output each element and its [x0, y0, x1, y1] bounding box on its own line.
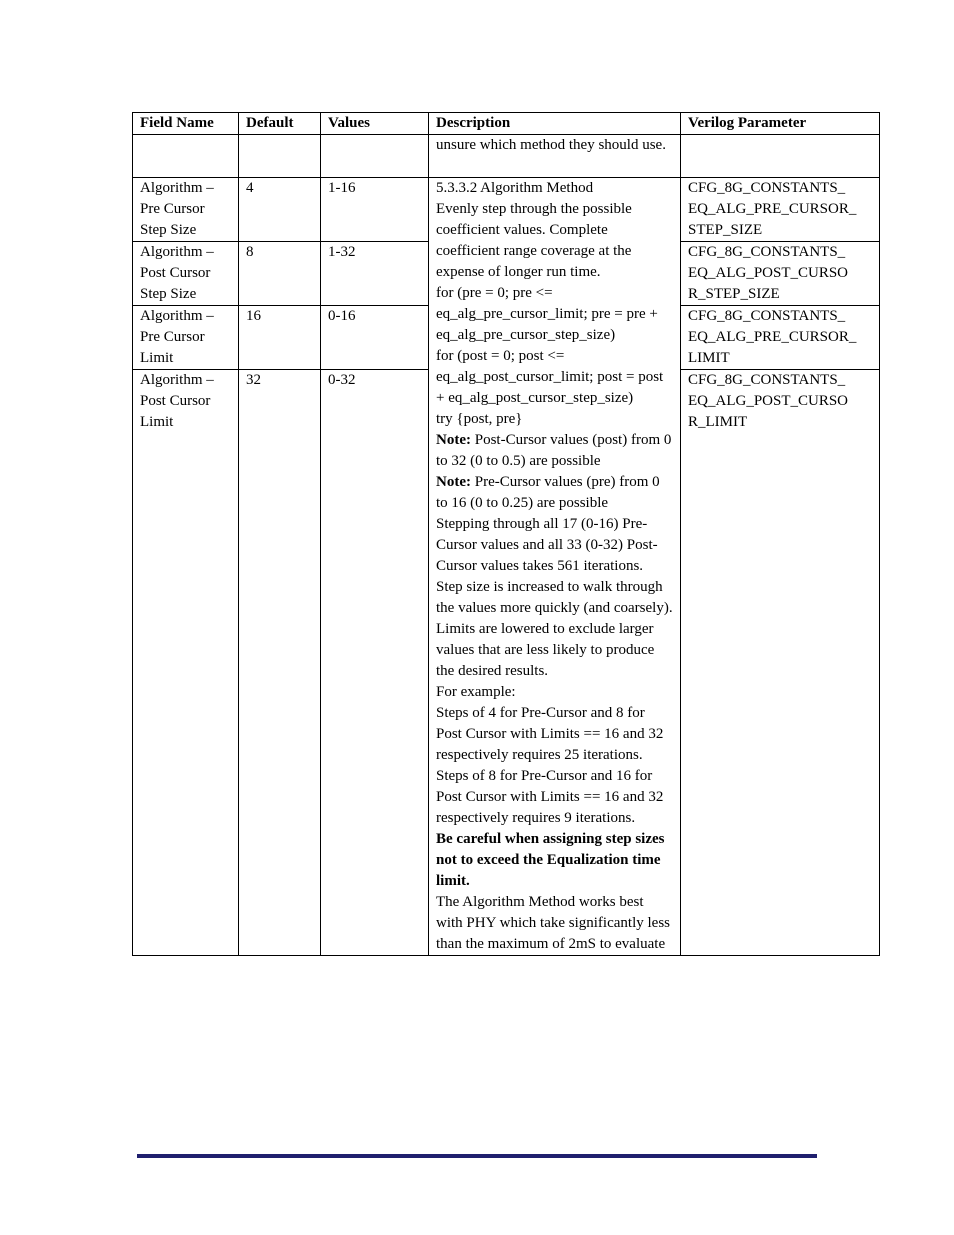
note-text: Pre-Cursor values (pre) from 0 to 16 (0 to 0.25) are possible: [436, 474, 660, 511]
header-default: Default: [239, 113, 321, 135]
section-heading: 5.3.3.2 Algorithm Method: [436, 180, 594, 196]
pseudocode-pre-loop: for (pre = 0; pre <= eq_alg_pre_cursor_limit; pre = pre + eq_alg_pre_cursor_step_size): [436, 285, 658, 343]
footer-rule: [137, 1154, 817, 1158]
note-label: Note:: [436, 432, 471, 448]
table-row: [133, 178, 880, 242]
note-label: Note:: [436, 474, 471, 490]
parameter-table: [132, 112, 880, 956]
values-cell: 0-32: [321, 370, 429, 956]
note-post-cursor: [436, 430, 673, 472]
header-description: Description: [429, 113, 681, 135]
field-name-cell: Algorithm – Pre Cursor Limit: [133, 306, 239, 370]
verilog-parameter-cell: CFG_8G_CONSTANTS_ EQ_ALG_PRE_CURSOR_ LIMIT: [681, 306, 880, 370]
pseudocode-post-loop: for (post = 0; post <= eq_alg_post_cursor_limit; post = post + eq_alg_post_cursor_step_size): [436, 348, 664, 406]
description-text: Evenly step through the possible coefficient values. Complete coefficient range coverage at the expense of longer run time.: [436, 201, 632, 280]
verilog-parameter-cell: CFG_8G_CONSTANTS_ EQ_ALG_POST_CURSO R_LIMIT: [681, 370, 880, 956]
example-text: Steps of 4 for Pre-Cursor and 8 for Post Cursor with Limits == 16 and 32 respectively requires 25 iterations.: [436, 705, 664, 763]
example-text: Steps of 8 for Pre-Cursor and 16 for Post Cursor with Limits == 16 and 32 respectively requires 9 iterations.: [436, 768, 664, 826]
empty-cell: [321, 135, 429, 178]
header-field-name: Field Name: [133, 113, 239, 135]
header-verilog-parameter: Verilog Parameter: [681, 113, 880, 135]
default-cell: 32: [239, 370, 321, 956]
table-row: [133, 135, 880, 178]
default-cell: 16: [239, 306, 321, 370]
table-header-row: [133, 113, 880, 135]
field-name-cell: Algorithm – Post Cursor Step Size: [133, 242, 239, 306]
values-cell: 1-16: [321, 178, 429, 242]
empty-cell: [239, 135, 321, 178]
description-text: For example:: [436, 684, 516, 700]
field-name-cell: Algorithm – Post Cursor Limit: [133, 370, 239, 956]
values-cell: 0-16: [321, 306, 429, 370]
field-name-cell: Algorithm – Pre Cursor Step Size: [133, 178, 239, 242]
values-cell: 1-32: [321, 242, 429, 306]
verilog-parameter-cell: CFG_8G_CONSTANTS_ EQ_ALG_POST_CURSO R_STEP_SIZE: [681, 242, 880, 306]
pseudocode-try: try {post, pre}: [436, 411, 523, 427]
default-cell: 8: [239, 242, 321, 306]
verilog-parameter-cell: CFG_8G_CONSTANTS_ EQ_ALG_PRE_CURSOR_ STEP_SIZE: [681, 178, 880, 242]
description-cell: [429, 178, 681, 956]
description-text: The Algorithm Method works best with PHY which take significantly less than the maximum of 2mS to evaluate: [436, 894, 670, 952]
continued-description: unsure which method they should use.: [429, 135, 681, 178]
description-text: Stepping through all 17 (0-16) Pre-Cursor values and all 33 (0-32) Post-Cursor values takes 561 iterations. Step size is increased to walk through the values more quickly (and coarsely). Limits are lowered to exclude larger values that are less likely to produce the desired results.: [436, 516, 673, 679]
warning-text: Be careful when assigning step sizes not to exceed the Equalization time limit.: [436, 831, 665, 889]
note-text: Post-Cursor values (post) from 0 to 32 (0 to 0.5) are possible: [436, 432, 672, 469]
header-values: Values: [321, 113, 429, 135]
empty-cell: [681, 135, 880, 178]
default-cell: 4: [239, 178, 321, 242]
empty-cell: [133, 135, 239, 178]
note-pre-cursor: [436, 472, 673, 514]
